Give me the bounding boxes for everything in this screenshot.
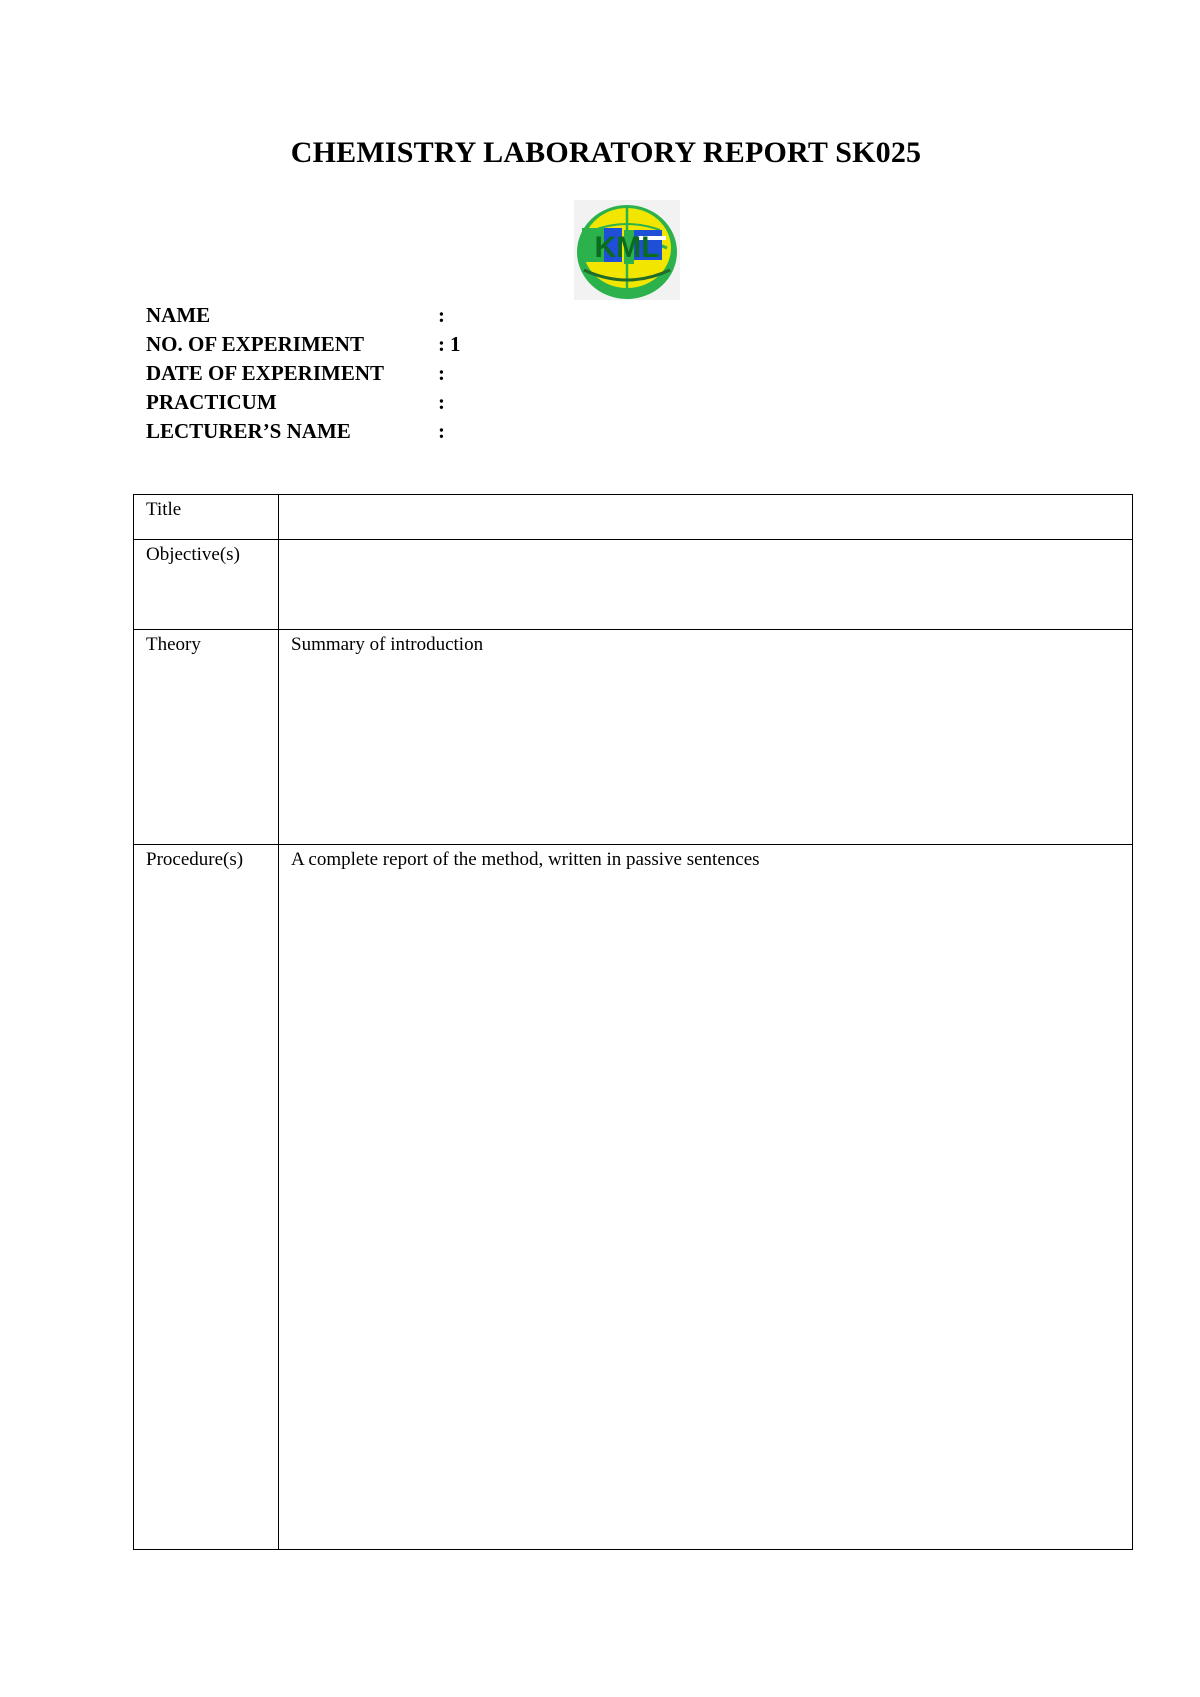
- info-separator: :: [438, 361, 445, 385]
- info-row-practicum: [146, 388, 461, 417]
- info-value: 1: [450, 332, 461, 356]
- student-info: [146, 301, 461, 446]
- info-row-name: [146, 301, 461, 330]
- info-label: NO. OF EXPERIMENT: [146, 332, 364, 356]
- table-row-procedures: [134, 845, 1133, 1550]
- info-label: NAME: [146, 303, 211, 327]
- logo-lettering: KML: [594, 231, 660, 264]
- info-separator: :: [438, 332, 445, 356]
- info-separator: :: [438, 419, 445, 443]
- row-label: Title: [134, 495, 279, 540]
- table-row-objectives: [134, 540, 1133, 630]
- row-content[interactable]: Summary of introduction: [279, 630, 1133, 845]
- row-label: Theory: [134, 630, 279, 845]
- table-row-theory: [134, 630, 1133, 845]
- report-table: [133, 494, 1133, 1550]
- page-title: CHEMISTRY LABORATORY REPORT SK025: [290, 136, 922, 169]
- info-label: LECTURER’S NAME: [146, 419, 351, 443]
- table-row-title: [134, 495, 1133, 540]
- info-row-lecturer: [146, 417, 461, 446]
- info-separator: :: [438, 303, 445, 327]
- info-row-experiment-date: [146, 359, 461, 388]
- info-separator: :: [438, 390, 445, 414]
- info-row-experiment-number: [146, 330, 461, 359]
- row-content[interactable]: [279, 495, 1133, 540]
- info-label: DATE OF EXPERIMENT: [146, 361, 385, 385]
- row-label: Procedure(s): [134, 845, 279, 1550]
- row-content[interactable]: [279, 540, 1133, 630]
- row-content[interactable]: A complete report of the method, written in passive sentences: [279, 845, 1133, 1550]
- institution-logo: [574, 200, 680, 300]
- row-label: Objective(s): [134, 540, 279, 630]
- info-label: PRACTICUM: [146, 390, 277, 414]
